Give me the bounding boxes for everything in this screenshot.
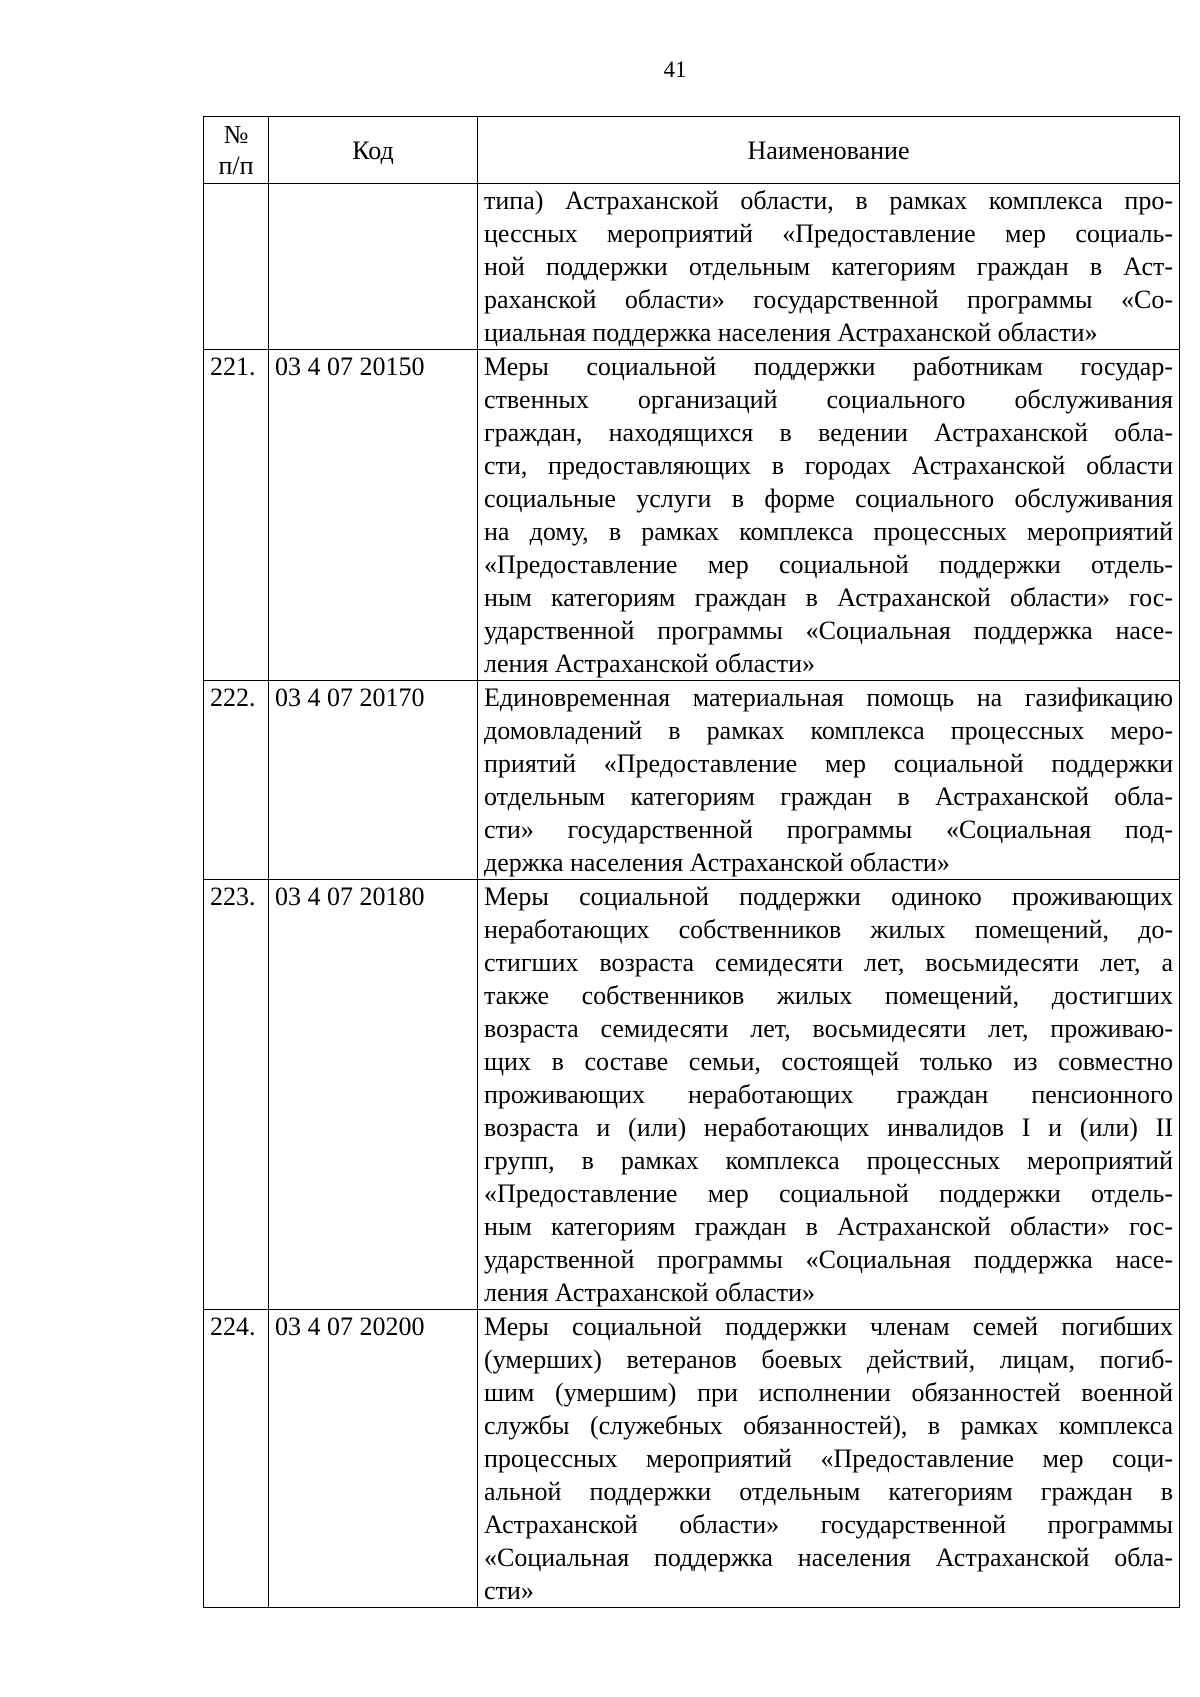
row-name-line: ным категориям граждан в Астраханской области» гос- <box>484 1212 1173 1241</box>
row-name-line: проживающих неработающих граждан пенсионного <box>484 1080 1173 1109</box>
header-number-abbrev: п/п <box>218 151 254 180</box>
row-name-line: приятий «Предоставление мер социальной поддержки <box>484 749 1173 778</box>
row-name-line: Единовременная материальная помощь на газификацию <box>484 683 1173 712</box>
row-name <box>478 350 1180 681</box>
table-row <box>204 1310 1180 1608</box>
row-name-line: ственных организаций социального обслуживания <box>484 385 1173 414</box>
row-code: 03 4 07 20200 <box>269 1310 478 1608</box>
row-name-line: сти, предоставляющих в городах Астраханской области <box>484 451 1173 480</box>
row-name-line: граждан, находящихся в ведении Астраханской обла- <box>484 418 1173 447</box>
row-name-line: (умерших) ветеранов боевых действий, лицам, погиб- <box>484 1345 1173 1374</box>
row-name-line: сти» <box>484 1576 534 1605</box>
page-number: 41 <box>663 57 687 82</box>
row-name-line: держка населения Астраханской области» <box>484 848 950 877</box>
row-code: 03 4 07 20150 <box>269 350 478 681</box>
budget-code-table <box>203 116 1180 1608</box>
row-name-line: процессных мероприятий «Предоставление мер соци- <box>484 1444 1173 1473</box>
row-name-line: ударственной программы «Социальная поддержка насе- <box>484 616 1173 645</box>
row-name-line: стигших возраста семидесяти лет, восьмидесяти лет, а <box>484 948 1173 977</box>
row-name-line: также собственников жилых помещений, достигших <box>484 981 1173 1010</box>
row-number: 223. <box>204 880 269 1310</box>
header-name: Наименование <box>478 117 1180 184</box>
row-name-line: отдельным категориям граждан в Астраханской обла- <box>484 782 1173 811</box>
row-number: 224. <box>204 1310 269 1608</box>
row-name-line: щих в составе семьи, состоящей только из совместно <box>484 1047 1173 1076</box>
row-name-line: ударственной программы «Социальная поддержка насе- <box>484 1245 1173 1274</box>
header-number <box>204 117 269 184</box>
row-name-line: ным категориям граждан в Астраханской области» гос- <box>484 583 1173 612</box>
row-name-line: раханской области» государственной программы «Со- <box>484 285 1173 314</box>
row-name-line: сти» государственной программы «Социальная под- <box>484 815 1173 844</box>
row-number: 221. <box>204 350 269 681</box>
row-name-line: шим (умершим) при исполнении обязанностей военной <box>484 1378 1173 1407</box>
row-name <box>478 681 1180 880</box>
row-code <box>269 184 478 350</box>
table-row <box>204 880 1180 1310</box>
header-code: Код <box>269 117 478 184</box>
table-row <box>204 681 1180 880</box>
row-name-line: «Предоставление мер социальной поддержки отдель- <box>484 550 1173 579</box>
table-body <box>204 184 1180 1608</box>
row-code: 03 4 07 20170 <box>269 681 478 880</box>
row-name <box>478 880 1180 1310</box>
row-name <box>478 1310 1180 1608</box>
row-name-line: «Социальная поддержка населения Астраханской обла- <box>484 1543 1173 1572</box>
header-number-symbol: № <box>223 120 249 149</box>
row-number <box>204 184 269 350</box>
row-name-line: Астраханской области» государственной программы <box>484 1510 1173 1539</box>
row-name-line: типа) Астраханской области, в рамках комплекса про- <box>484 186 1173 215</box>
row-name-line: на дому, в рамках комплекса процессных мероприятий <box>484 517 1173 546</box>
table-row <box>204 350 1180 681</box>
row-name-line: возраста и (или) неработающих инвалидов I и (или) II <box>484 1113 1173 1142</box>
row-name-line: Меры социальной поддержки членам семей погибших <box>484 1312 1173 1341</box>
row-name-line: службы (служебных обязанностей), в рамках комплекса <box>484 1411 1173 1440</box>
row-name-line: возраста семидесяти лет, восьмидесяти лет, проживаю- <box>484 1014 1173 1043</box>
table-header-row <box>204 117 1180 184</box>
row-name-line: ления Астраханской области» <box>484 1278 815 1307</box>
row-name-line: Меры социальной поддержки одиноко проживающих <box>484 882 1173 911</box>
row-name-line: неработающих собственников жилых помещений, до- <box>484 915 1173 944</box>
row-number: 222. <box>204 681 269 880</box>
row-name-line: альной поддержки отдельным категориям граждан в <box>484 1477 1173 1506</box>
row-name-line: циальная поддержка населения Астраханской области» <box>484 318 1098 347</box>
table-row <box>204 184 1180 350</box>
row-name-line: ной поддержки отдельным категориям граждан в Аст- <box>484 252 1173 281</box>
row-name-line: групп, в рамках комплекса процессных мероприятий <box>484 1146 1173 1175</box>
row-name-line: Меры социальной поддержки работникам государ- <box>484 352 1173 381</box>
row-code: 03 4 07 20180 <box>269 880 478 1310</box>
row-name-line: «Предоставление мер социальной поддержки отдель- <box>484 1179 1173 1208</box>
row-name-line: социальные услуги в форме социального обслуживания <box>484 484 1173 513</box>
row-name <box>478 184 1180 350</box>
row-name-line: домовладений в рамках комплекса процессных меро- <box>484 716 1173 745</box>
row-name-line: цессных мероприятий «Предоставление мер социаль- <box>484 219 1173 248</box>
row-name-line: ления Астраханской области» <box>484 649 815 678</box>
